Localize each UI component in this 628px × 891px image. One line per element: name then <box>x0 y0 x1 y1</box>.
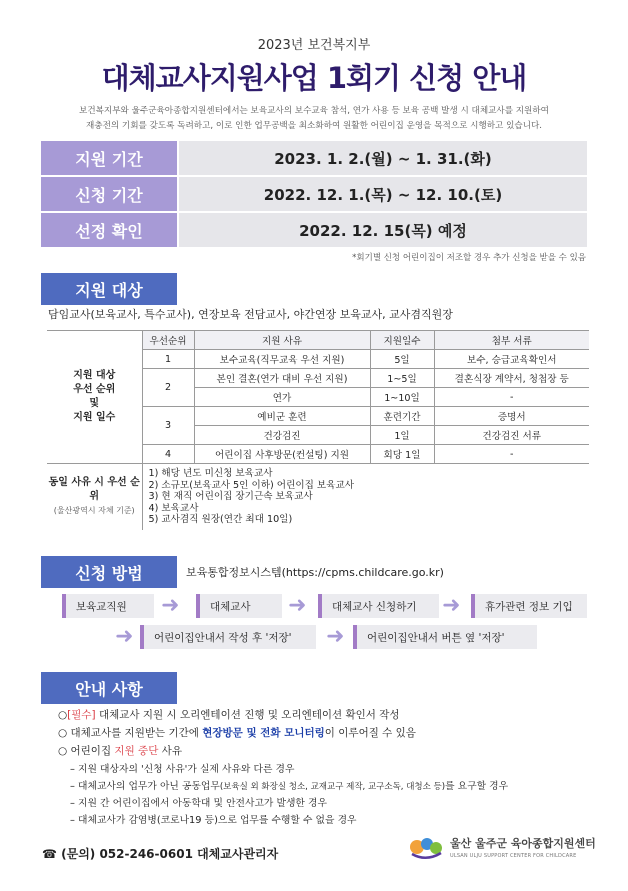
arrow-right-icon: ➜ <box>442 593 461 618</box>
table-header-row <box>47 331 589 350</box>
step-staff: 보육교직원 <box>62 594 154 618</box>
notice-sub-item: – 대체교사의 업무가 아닌 공동업무(보육실 외 화장실 청소, 교재교구 제작, 교구소독, 대청소 등)를 요구할 경우 <box>70 781 509 792</box>
intro-line-1: 보건복지부와 울주군육아종합지원센터에서는 보육교사의 보수교육 참석, 연가 사용 등 보육 공백 발생 시 대체교사를 지원하여 <box>79 106 549 116</box>
list-item: 2) 소규모(보육교사 5인 이하) 어린이집 보육교사 <box>148 479 354 491</box>
logo-korean-text: 울산 울주군 육아종합지원센터 <box>450 837 596 850</box>
year-ministry-text: 2023년 보건복지부 <box>257 38 371 53</box>
notice-sub-item: – 지원 대상자의 '신청 사유'가 실제 사유와 다른 경우 <box>70 764 295 775</box>
step-leave-info: 휴가관련 정보 기입 <box>471 594 587 618</box>
step-guide-save: 어린이집안내서 작성 후 '저장' <box>140 625 316 649</box>
list-item: 5) 교사겸직 원장(연간 최대 10일) <box>148 514 293 525</box>
same-reason-label-cell: 동일 사유 시 우선 순위 (울산광역시 자체 기준) <box>47 464 142 530</box>
schedule-value: 2022. 12. 1.(목) ~ 12. 10.(토) <box>179 177 587 211</box>
table-side-label: 지원 대상 우선 순위 및 지원 일수 <box>47 331 142 464</box>
notice-item-suspension: ○ 어린이집 지원 중단 사유 <box>58 745 182 757</box>
notice-item-required: ○[필수] 대체교사 지원 시 오리엔테이션 진행 및 오리엔테이션 확인서 작성 <box>58 709 400 721</box>
contact-info: ☎ (문의) 052-246-0601 대체교사관리자 <box>42 847 279 861</box>
table-row: 3 예비군 훈련 훈련기간 증명서 <box>47 407 589 426</box>
notice-item-monitoring: ○ 대체교사를 지원받는 기간에 현장방문 및 전화 모니터링이 이루어질 수 있음 <box>58 727 416 739</box>
intro-line-2: 재충전의 기회를 갖도록 독려하고, 이로 인한 업무공백을 최소화하여 원활한 어린이집 운영을 목적으로 시행하고 있습니다. <box>85 121 543 131</box>
schedule-label: 신청 기간 <box>41 177 177 211</box>
table-row: 연가 1~10일 - <box>47 388 589 407</box>
step-apply: 대체교사 신청하기 <box>318 594 439 618</box>
table-header-cell: 우선순위 <box>142 331 194 350</box>
step-guide-button-save: 어린이집안내서 버튼 옆 '저장' <box>353 625 537 649</box>
notice-sub-item: – 대체교사가 감염병(코로나19 등)으로 업무를 수행할 수 없을 경우 <box>70 815 357 826</box>
section-tag-target: 지원 대상 <box>41 273 177 305</box>
table-row: 2 본인 결혼(연가 대비 우선 지원) 1~5일 결혼식장 계약서, 청첩장 등 <box>47 369 589 388</box>
table-header-cell: 첨부 서류 <box>434 331 589 350</box>
schedule-value: 2023. 1. 2.(월) ~ 1. 31.(화) <box>179 141 587 175</box>
schedule-label: 선정 확인 <box>41 213 177 247</box>
section-tag-apply: 신청 방법 <box>41 556 177 588</box>
list-item: 1) 해당 년도 미신청 보육교사 <box>148 468 273 479</box>
center-logo <box>408 834 596 860</box>
apply-url-text: 보육통합정보시스템(https://cpms.childcare.go.kr) <box>186 566 444 579</box>
intro-text <box>40 104 588 134</box>
table-header-cell: 지원일수 <box>370 331 434 350</box>
notice-sub-item: – 지원 간 어린이집에서 아동학대 및 안전사고가 발생한 경우 <box>70 798 327 809</box>
schedule-label: 지원 기간 <box>41 141 177 175</box>
table-row: 4 어린이집 사후방문(컨설팅) 지원 회당 1일 - <box>47 445 589 464</box>
page-title: 대체교사지원사업 1회기 신청 안내 <box>101 61 527 95</box>
arrow-right-icon: ➜ <box>115 624 134 649</box>
schedule-row-selection <box>41 213 587 247</box>
arrow-right-icon: ➜ <box>161 593 180 618</box>
schedule-row-support-period <box>41 141 587 175</box>
target-line: 담임교사(보육교사, 특수교사), 연장보육 전담교사, 야간연장 보육교사, 교사겸직원장 <box>48 308 453 321</box>
list-item: 3) 현 재직 어린이집 장기근속 보육교사 <box>148 491 313 502</box>
schedule-row-apply-period <box>41 177 587 211</box>
table-header-cell: 지원 사유 <box>194 331 370 350</box>
schedule-value: 2022. 12. 15(목) 예정 <box>179 213 587 247</box>
same-reason-list <box>142 464 589 530</box>
table-row: 1 보수교육(직무교육 우선 지원) 5일 보수, 승급교육확인서 <box>47 350 589 369</box>
logo-english-text: ULSAN ULJU SUPPORT CENTER FOR CHILDCARE <box>450 853 577 859</box>
step-substitute: 대체교사 <box>196 594 282 618</box>
support-table <box>47 330 589 530</box>
list-item: 4) 보육교사 <box>148 502 199 514</box>
section-tag-notice: 안내 사항 <box>41 672 177 704</box>
table-row-same-reason <box>47 464 589 530</box>
arrow-right-icon: ➜ <box>288 593 307 618</box>
arrow-right-icon: ➜ <box>326 624 345 649</box>
table-row: 건강검진 1일 건강검진 서류 <box>47 426 589 445</box>
schedule-note: *회기별 신청 어린이집이 저조할 경우 추가 신청을 받을 수 있음 <box>352 253 586 263</box>
center-logo-icon <box>408 834 444 860</box>
